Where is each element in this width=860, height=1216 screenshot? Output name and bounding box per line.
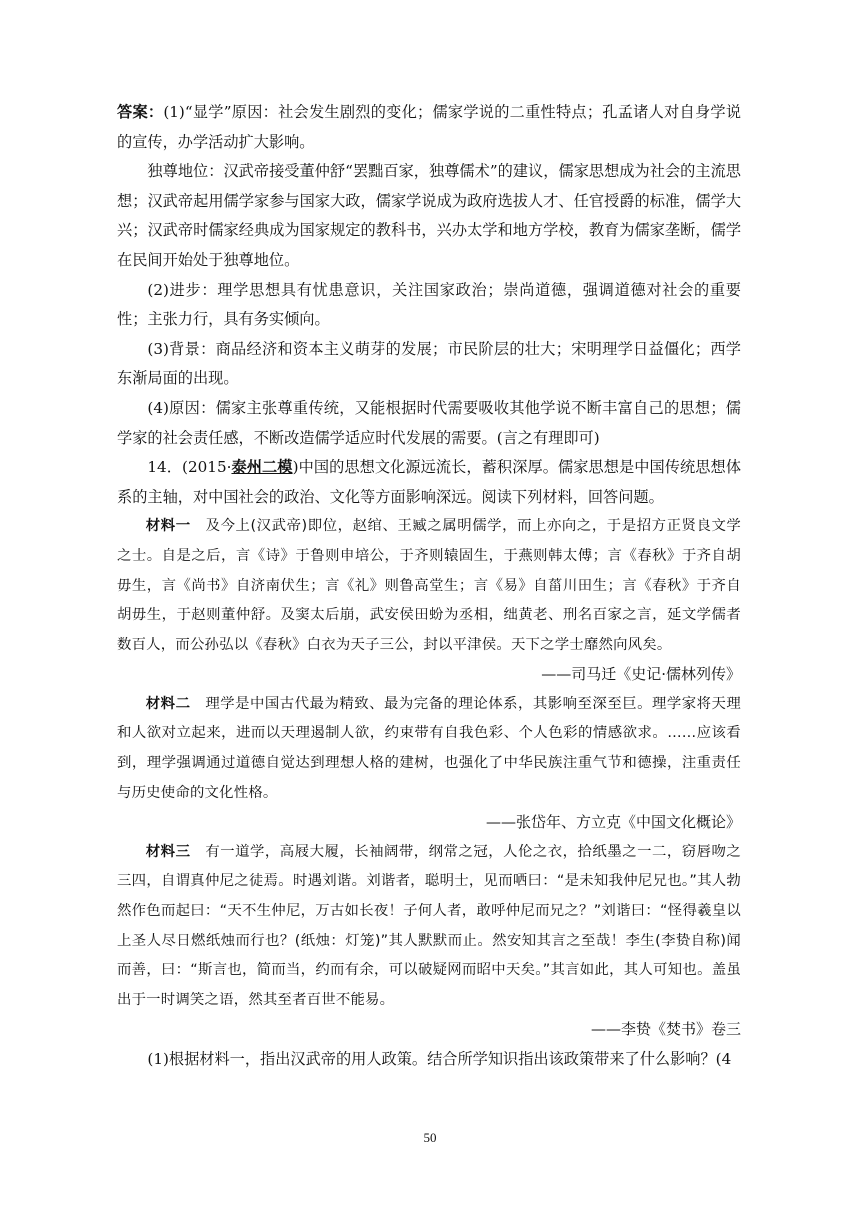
- material-2-source: ——张岱年、方立克《中国文化概论》: [485, 813, 741, 832]
- material-1: 材料一 及今上(汉武帝)即位，赵绾、王臧之属明儒学，而上亦向之，于是招方正贤良文学之士。自是之后，言《诗》于鲁则申培公，于齐则辕固生，于燕则韩太傅；言《春秋》于齐自胡毋生，言《尚书》自济南伏生；言《礼》则鲁高堂生；言《易》自菑川田生；言《春秋》于齐自胡毋生，于赵则董仲舒。及窦太后崩，武安侯田蚡为丞相，绌黄老、刑名百家之言，延文学儒者数百人，而公孙弘以《春秋》白衣为天子三公，封以平津侯。天下之学士靡然向风矣。: [117, 518, 742, 653]
- answer-paragraph-1: 答案：(1)“显学”原因：社会发生剧烈的变化；儒家学说的二重性特点；孔孟诸人对自身学说的宣传，办学活动扩大影响。: [117, 103, 742, 151]
- answer-label: 答案：: [117, 103, 164, 121]
- page-content: [117, 98, 741, 1075]
- answer-paragraph-5: (4)原因：儒家主张尊重传统，又能根据时代需要吸收其他学说不断丰富自己的思想；儒学家的社会责任感，不断改造儒学适应时代发展的需要。(言之有理即可): [117, 398, 741, 447]
- answer-paragraph-3: (2)进步：理学思想具有忧患意识，关注国家政治；崇尚道德，强调道德对社会的重要性；主张力行，具有务实倾向。: [117, 280, 741, 329]
- material-3-label: 材料三: [145, 843, 191, 860]
- answer-paragraph-4: (3)背景：商品经济和资本主义萌芽的发展；市民阶层的壮大；宋明理学日益僵化；西学东渐局面的出现。: [117, 339, 741, 388]
- question-14-stem: 14．(2015·泰州二模)中国的思想文化源远流长，蓄积深厚。儒家思想是中国传统思想体系的主轴，对中国社会的政治、文化等方面影响深远。阅读下列材料，回答问题。: [117, 458, 742, 506]
- material-1-label: 材料一: [145, 518, 191, 535]
- material-3-source: ——李贽《焚书》卷三: [590, 1020, 741, 1039]
- material-2-label: 材料二: [145, 695, 191, 712]
- page-number: 50: [423, 1130, 437, 1145]
- material-3: 材料三 有一道学，高屐大履，长袖阔带，纲常之冠，人伦之衣，拾纸墨之一二，窃唇吻之三四，自谓真仲尼之徒焉。时遇刘谐。刘谐者，聪明士，见而哂曰：“是未知我仲尼兄也。”其人勃然作色而起曰：“天不生仲尼，万古如长夜！子何人者，敢呼仲尼而兄之？”刘谐曰：“怪得羲皇以上圣人尽日燃纸烛而行也？(纸烛：灯笼)”其人默默而止。然安知其言之至哉！李生(李贽自称)闻而善，曰：“斯言也，简而当，约而有余，可以破疑网而昭中天矣。”其言如此，其人可知也。盖虽出于一时调笑之语，然其至者百世不能易。: [117, 843, 742, 1008]
- question-source: 泰州二模: [231, 458, 293, 477]
- material-2: 材料二 理学是中国古代最为精致、最为完备的理论体系，其影响至深至巨。理学家将天理和人欲对立起来，进而以天理遏制人欲，约束带有自我色彩、个人色彩的情感欲求。……应该看到，理学强调通过道德自觉达到理想人格的建树，也强化了中华民族注重气节和德操，注重责任与历史使命的文化性格。: [117, 695, 742, 801]
- answer-paragraph-2: 独尊地位：汉武帝接受董仲舒“罢黜百家，独尊儒术”的建议，儒家思想成为社会的主流思想；汉武帝起用儒学家参与国家大政，儒家学说成为政府选拔人才、任官授爵的标准，儒学大兴；汉武帝时儒家经典成为国家规定的教科书，兴办太学和地方学校，教育为儒家垄断，儒学在民间开始处于独尊地位。: [117, 162, 741, 269]
- sub-question-1: (1)根据材料一，指出汉武帝的用人政策。结合所学知识指出该政策带来了什么影响？(4: [147, 1050, 732, 1068]
- material-1-source: ——司马迁《史记·儒林列传》: [541, 665, 741, 684]
